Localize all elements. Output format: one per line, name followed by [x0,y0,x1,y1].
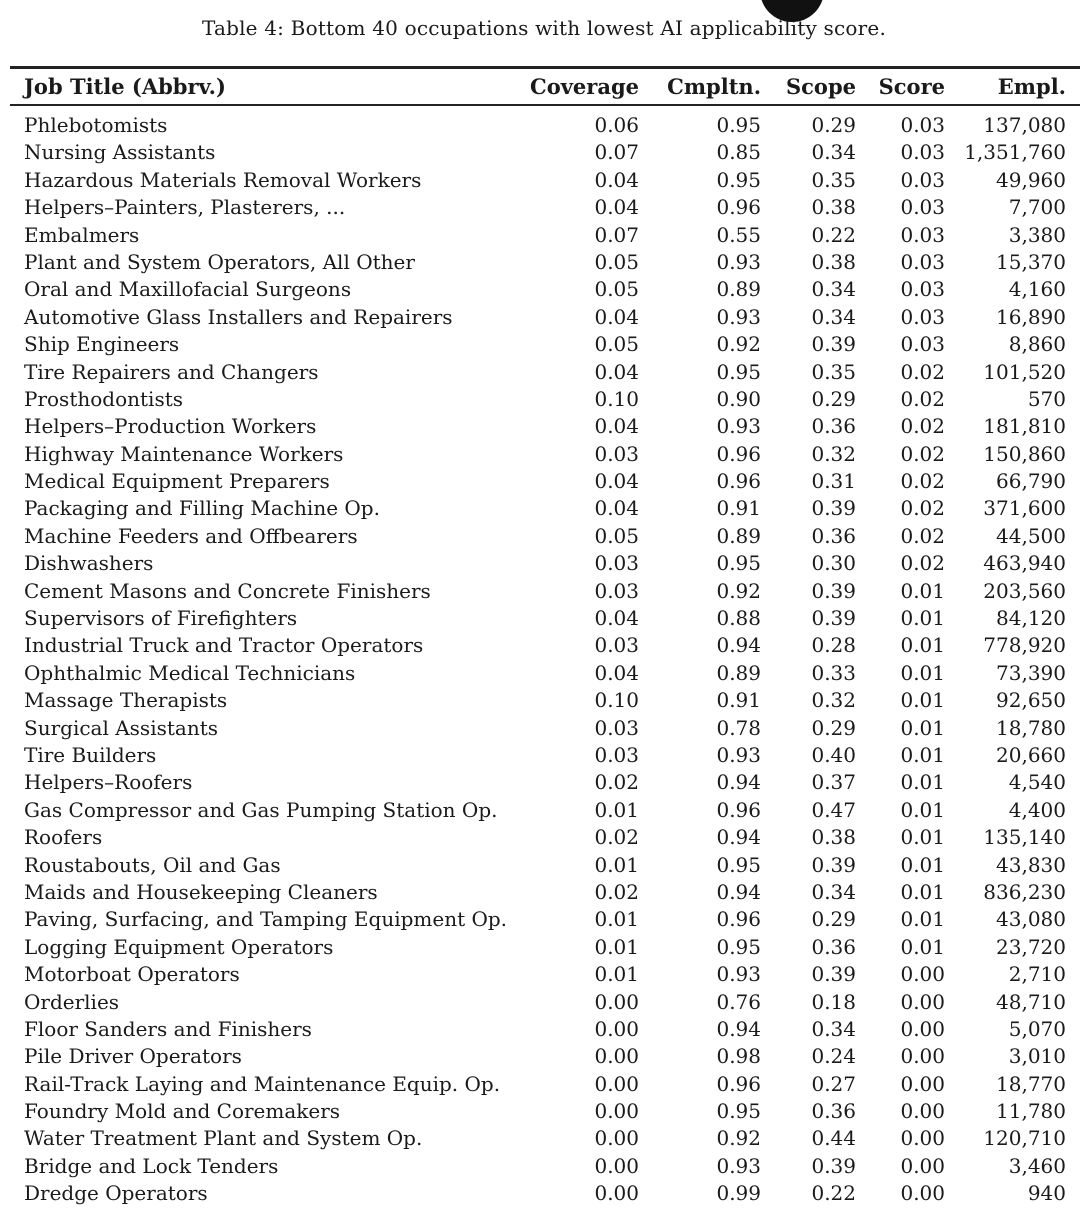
cell-score: 0.03 [900,140,945,165]
cell-coverage: 0.04 [594,469,639,494]
header-job-title: Job Title (Abbrv.) [24,74,226,99]
cell-job-title: Plant and System Operators, All Other [24,249,415,274]
cell-job-title: Supervisors of Firefighters [24,606,298,631]
cell-employment: 49,960 [996,167,1066,192]
cell-scope: 0.34 [811,304,856,329]
cell-coverage: 0.03 [594,633,639,658]
table-row [0,386,1080,413]
cell-scope: 0.36 [811,414,856,439]
cell-scope: 0.36 [811,934,856,959]
cell-completion: 0.95 [716,852,761,877]
cell-job-title: Tire Builders [24,742,157,767]
cell-scope: 0.38 [811,249,856,274]
cell-scope: 0.38 [811,195,856,220]
cell-coverage: 0.00 [594,989,639,1014]
table-row [0,222,1080,249]
cell-scope: 0.37 [811,770,856,795]
cell-scope: 0.29 [811,907,856,932]
cell-score: 0.01 [900,852,945,877]
cell-score: 0.03 [900,332,945,357]
table-row [0,660,1080,687]
cell-job-title: Floor Sanders and Finishers [24,1016,312,1041]
cell-completion: 0.55 [716,222,761,247]
table-caption: Table 4: Bottom 40 occupations with lowest AI applicability score. [201,16,887,40]
cell-scope: 0.39 [811,332,856,357]
cell-score: 0.01 [900,879,945,904]
cell-coverage: 0.10 [594,386,639,411]
cell-score: 0.03 [900,277,945,302]
cell-employment: 11,780 [996,1099,1066,1124]
cell-employment: 101,520 [983,359,1066,384]
header-employment: Empl. [997,74,1066,99]
cell-employment: 5,070 [1008,1016,1066,1041]
cell-completion: 0.98 [716,1044,761,1069]
cell-job-title: Ship Engineers [24,332,180,357]
cell-completion: 0.92 [716,1126,761,1151]
cell-coverage: 0.04 [594,660,639,685]
cell-scope: 0.29 [811,715,856,740]
table-row [0,852,1080,879]
cell-coverage: 0.01 [594,934,639,959]
cell-scope: 0.47 [811,797,856,822]
cell-job-title: Maids and Housekeeping Cleaners [24,879,378,904]
cell-coverage: 0.06 [594,113,639,137]
cell-employment: 4,540 [1008,770,1066,795]
cell-coverage: 0.04 [594,496,639,521]
cell-scope: 0.18 [811,989,856,1014]
cell-completion: 0.94 [716,879,761,904]
cell-score: 0.02 [900,386,945,411]
cell-score: 0.01 [900,825,945,850]
cell-scope: 0.24 [811,1044,856,1069]
table-row [0,1043,1080,1070]
cell-completion: 0.95 [716,359,761,384]
cell-completion: 0.95 [716,1099,761,1124]
cell-completion: 0.92 [716,332,761,357]
table-row [0,441,1080,468]
table-top-rule [10,66,1080,69]
cell-score: 0.02 [900,551,945,576]
cell-coverage: 0.00 [594,1126,639,1151]
cell-score: 0.00 [900,989,945,1014]
cell-coverage: 0.03 [594,715,639,740]
table-row [0,961,1080,988]
header-rule [10,104,1080,106]
table-row [0,112,1080,139]
cell-scope: 0.39 [811,852,856,877]
cell-score: 0.00 [900,962,945,987]
cell-job-title: Tire Repairers and Changers [24,359,319,384]
header-scope: Scope [785,74,856,99]
cell-completion: 0.96 [716,797,761,822]
cell-employment: 135,140 [983,825,1066,850]
cell-completion: 0.78 [716,715,761,740]
cell-coverage: 0.04 [594,414,639,439]
cell-coverage: 0.03 [594,441,639,466]
cell-scope: 0.29 [811,386,856,411]
cell-scope: 0.22 [811,1181,856,1206]
cell-employment: 44,500 [996,523,1066,548]
cell-score: 0.02 [900,469,945,494]
cell-employment: 1,351,760 [964,140,1066,165]
cell-completion: 0.99 [716,1181,761,1206]
cell-job-title: Medical Equipment Preparers [24,469,330,494]
cell-completion: 0.94 [716,825,761,850]
cell-score: 0.00 [900,1044,945,1069]
cell-completion: 0.89 [716,277,761,302]
cell-completion: 0.95 [716,167,761,192]
cell-completion: 0.94 [716,770,761,795]
cell-coverage: 0.01 [594,907,639,932]
header-coverage: Coverage [530,74,639,99]
cell-score: 0.02 [900,359,945,384]
cell-score: 0.00 [900,1181,945,1206]
cell-coverage: 0.02 [594,770,639,795]
table-row [0,687,1080,714]
cell-scope: 0.39 [811,578,856,603]
cell-score: 0.01 [900,578,945,603]
cell-employment: 15,370 [996,249,1066,274]
cell-scope: 0.39 [811,1153,856,1178]
cell-completion: 0.93 [716,1153,761,1178]
cell-employment: 23,720 [996,934,1066,959]
table-row [0,468,1080,495]
cell-job-title: Pile Driver Operators [24,1044,242,1069]
table-row [0,632,1080,659]
cell-completion: 0.91 [716,688,761,713]
table-header-row [0,72,1080,102]
cell-scope: 0.39 [811,962,856,987]
table-row [0,276,1080,303]
cell-job-title: Cement Masons and Concrete Finishers [24,578,431,603]
cell-scope: 0.28 [811,633,856,658]
cell-completion: 0.89 [716,523,761,548]
cell-job-title: Helpers–Painters, Plasterers, ... [24,195,346,220]
cell-job-title: Logging Equipment Operators [24,934,334,959]
table-row [0,359,1080,386]
cell-score: 0.01 [900,633,945,658]
cell-completion: 0.93 [716,414,761,439]
cell-job-title: Packaging and Filling Machine Op. [24,496,380,521]
cell-score: 0.01 [900,688,945,713]
cell-employment: 836,230 [983,879,1066,904]
cell-completion: 0.95 [716,113,761,137]
table-row [0,879,1080,906]
cell-score: 0.00 [900,1071,945,1096]
cell-scope: 0.40 [811,742,856,767]
cell-scope: 0.39 [811,496,856,521]
table-body [0,112,1080,1208]
cell-coverage: 0.05 [594,277,639,302]
cell-completion: 0.93 [716,304,761,329]
cell-job-title: Paving, Surfacing, and Tamping Equipment Op. [24,907,508,932]
cell-employment: 84,120 [996,606,1066,631]
cell-score: 0.00 [900,1099,945,1124]
cell-completion: 0.96 [716,195,761,220]
table-row [0,989,1080,1016]
cell-coverage: 0.07 [594,140,639,165]
cell-score: 0.03 [900,113,945,137]
cell-score: 0.01 [900,770,945,795]
cell-employment: 66,790 [996,469,1066,494]
cell-job-title: Foundry Mold and Coremakers [24,1099,341,1124]
cell-employment: 4,400 [1008,797,1066,822]
cell-job-title: Dredge Operators [24,1181,208,1206]
cell-coverage: 0.03 [594,742,639,767]
cell-coverage: 0.04 [594,304,639,329]
cell-scope: 0.34 [811,140,856,165]
table-row [0,1016,1080,1043]
cell-score: 0.01 [900,660,945,685]
cell-completion: 0.93 [716,962,761,987]
cell-job-title: Massage Therapists [24,688,228,713]
cell-completion: 0.93 [716,249,761,274]
cell-employment: 3,010 [1008,1044,1066,1069]
cell-scope: 0.36 [811,1099,856,1124]
cell-coverage: 0.01 [594,797,639,822]
cell-job-title: Surgical Assistants [24,715,218,740]
cell-job-title: Machine Feeders and Offbearers [24,523,358,548]
table-row [0,1098,1080,1125]
table-row [0,523,1080,550]
cell-job-title: Bridge and Lock Tenders [24,1153,279,1178]
cell-completion: 0.96 [716,1071,761,1096]
cell-employment: 20,660 [996,742,1066,767]
cell-coverage: 0.00 [594,1016,639,1041]
cell-score: 0.00 [900,1126,945,1151]
cell-employment: 940 [1027,1181,1066,1206]
table-row [0,1071,1080,1098]
cell-completion: 0.76 [716,989,761,1014]
cell-job-title: Motorboat Operators [24,962,240,987]
cell-completion: 0.85 [716,140,761,165]
cell-score: 0.01 [900,606,945,631]
cell-employment: 203,560 [983,578,1066,603]
cell-scope: 0.33 [811,660,856,685]
table-row [0,824,1080,851]
cell-scope: 0.34 [811,1016,856,1041]
cell-score: 0.01 [900,715,945,740]
cell-coverage: 0.03 [594,578,639,603]
cell-employment: 463,940 [983,551,1066,576]
cell-job-title: Automotive Glass Installers and Repairers [24,304,453,329]
cell-job-title: Rail-Track Laying and Maintenance Equip. Op. [24,1071,501,1096]
table-row [0,1153,1080,1180]
cell-job-title: Roustabouts, Oil and Gas [24,852,281,877]
cell-completion: 0.95 [716,934,761,959]
cell-scope: 0.35 [811,359,856,384]
cell-job-title: Embalmers [24,222,140,247]
cell-score: 0.03 [900,222,945,247]
cell-employment: 92,650 [996,688,1066,713]
cell-scope: 0.31 [811,469,856,494]
cell-scope: 0.22 [811,222,856,247]
cell-completion: 0.92 [716,578,761,603]
cell-job-title: Dishwashers [24,551,154,576]
cell-coverage: 0.07 [594,222,639,247]
cell-scope: 0.44 [811,1126,856,1151]
cell-completion: 0.95 [716,551,761,576]
cell-job-title: Water Treatment Plant and System Op. [24,1126,423,1151]
cell-coverage: 0.10 [594,688,639,713]
table-row [0,797,1080,824]
cell-employment: 4,160 [1008,277,1066,302]
cell-employment: 778,920 [983,633,1066,658]
cell-employment: 8,860 [1008,332,1066,357]
cell-employment: 48,710 [996,989,1066,1014]
cell-score: 0.02 [900,523,945,548]
cell-coverage: 0.05 [594,332,639,357]
cell-scope: 0.27 [811,1071,856,1096]
cell-coverage: 0.04 [594,195,639,220]
cell-coverage: 0.05 [594,249,639,274]
header-completion: Cmpltn. [667,74,761,99]
table-row [0,139,1080,166]
cell-scope: 0.39 [811,606,856,631]
cell-job-title: Ophthalmic Medical Technicians [24,660,356,685]
cell-completion: 0.89 [716,660,761,685]
cell-completion: 0.93 [716,742,761,767]
cell-scope: 0.32 [811,688,856,713]
header-score: Score [878,74,945,99]
cell-job-title: Prosthodontists [24,386,184,411]
cell-completion: 0.96 [716,907,761,932]
cell-completion: 0.91 [716,496,761,521]
table-row [0,1180,1080,1207]
cell-score: 0.01 [900,907,945,932]
cell-coverage: 0.04 [594,359,639,384]
cell-scope: 0.34 [811,277,856,302]
cell-employment: 18,770 [996,1071,1066,1096]
cell-coverage: 0.00 [594,1153,639,1178]
cell-employment: 18,780 [996,715,1066,740]
cell-employment: 7,700 [1008,195,1066,220]
cell-employment: 43,080 [996,907,1066,932]
cell-employment: 120,710 [983,1126,1066,1151]
cell-completion: 0.94 [716,1016,761,1041]
cell-employment: 181,810 [983,414,1066,439]
cell-job-title: Helpers–Production Workers [24,414,317,439]
cell-job-title: Gas Compressor and Gas Pumping Station Op. [24,797,498,822]
cell-employment: 371,600 [983,496,1066,521]
cell-coverage: 0.00 [594,1099,639,1124]
cell-coverage: 0.00 [594,1044,639,1069]
table-row [0,249,1080,276]
cell-scope: 0.36 [811,523,856,548]
cell-job-title: Industrial Truck and Tractor Operators [24,633,424,658]
table-row [0,1125,1080,1152]
cell-employment: 2,710 [1008,962,1066,987]
cell-coverage: 0.04 [594,167,639,192]
cell-coverage: 0.00 [594,1071,639,1096]
table-row [0,495,1080,522]
cell-coverage: 0.01 [594,962,639,987]
cell-score: 0.02 [900,441,945,466]
cell-job-title: Oral and Maxillofacial Surgeons [24,277,352,302]
table-row [0,194,1080,221]
cell-employment: 150,860 [983,441,1066,466]
cell-employment: 3,380 [1008,222,1066,247]
table-row [0,331,1080,358]
cell-score: 0.02 [900,496,945,521]
cell-completion: 0.94 [716,633,761,658]
cell-coverage: 0.05 [594,523,639,548]
cell-score: 0.02 [900,414,945,439]
table-row [0,550,1080,577]
table-row [0,742,1080,769]
cell-scope: 0.29 [811,113,856,137]
cell-employment: 16,890 [996,304,1066,329]
cell-coverage: 0.02 [594,825,639,850]
cell-completion: 0.88 [716,606,761,631]
cell-coverage: 0.04 [594,606,639,631]
table-row [0,304,1080,331]
cell-score: 0.01 [900,742,945,767]
table-row [0,605,1080,632]
cell-coverage: 0.03 [594,551,639,576]
cell-job-title: Nursing Assistants [24,140,216,165]
cell-score: 0.00 [900,1153,945,1178]
cell-score: 0.01 [900,797,945,822]
cell-scope: 0.34 [811,879,856,904]
cell-coverage: 0.02 [594,879,639,904]
cell-completion: 0.96 [716,441,761,466]
cell-employment: 137,080 [983,113,1066,137]
cell-job-title: Orderlies [24,989,120,1014]
cell-job-title: Highway Maintenance Workers [24,441,344,466]
cell-completion: 0.90 [716,386,761,411]
cell-employment: 43,830 [996,852,1066,877]
table-row [0,715,1080,742]
cell-score: 0.00 [900,1016,945,1041]
table-row [0,934,1080,961]
cell-scope: 0.38 [811,825,856,850]
cell-job-title: Roofers [24,825,103,850]
cell-employment: 3,460 [1008,1153,1066,1178]
cell-completion: 0.96 [716,469,761,494]
cell-employment: 570 [1027,386,1066,411]
cell-score: 0.03 [900,195,945,220]
cell-score: 0.03 [900,167,945,192]
cell-job-title: Hazardous Materials Removal Workers [24,167,422,192]
cell-score: 0.01 [900,934,945,959]
cell-job-title: Phlebotomists [24,113,168,137]
table-row [0,167,1080,194]
cell-scope: 0.30 [811,551,856,576]
table-row [0,413,1080,440]
table-row [0,769,1080,796]
table-row [0,578,1080,605]
cell-score: 0.03 [900,249,945,274]
cell-coverage: 0.01 [594,852,639,877]
cell-score: 0.03 [900,304,945,329]
cell-employment: 73,390 [996,660,1066,685]
cell-job-title: Helpers–Roofers [24,770,193,795]
cell-scope: 0.32 [811,441,856,466]
table-row [0,906,1080,933]
cell-coverage: 0.00 [594,1181,639,1206]
cell-scope: 0.35 [811,167,856,192]
